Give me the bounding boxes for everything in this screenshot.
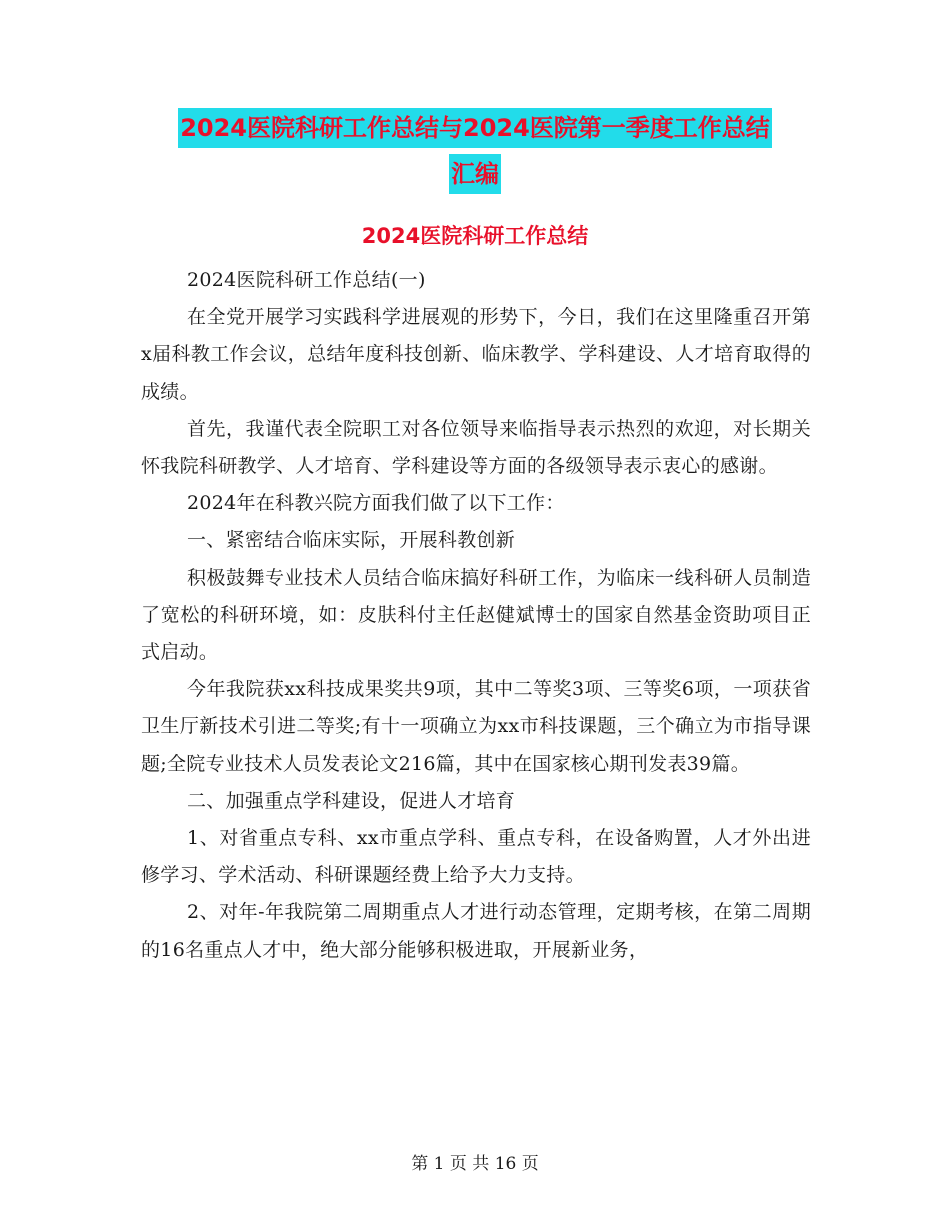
paragraph: 2024年在科教兴院方面我们做了以下工作： <box>187 492 565 515</box>
section-title: 2024医院科研工作总结 <box>361 224 589 248</box>
page-footer: 第 1 页 共 16 页 <box>411 1154 539 1174</box>
paragraph: 2、对年-年我院第二周期重点人才进行动态管理，定期考核，在第二周期的16名重点人才中，绝大部分能够积极进取，开展新业务， <box>141 901 811 961</box>
document-title <box>0 108 950 194</box>
paragraph: 首先，我谨代表全院职工对各位领导来临指导表示热烈的欢迎，对长期关怀我院科研教学、人才培育、学科建设等方面的各级领导表示衷心的感谢。 <box>141 417 811 478</box>
paragraph-heading: 一、紧密结合临床实际，开展科教创新 <box>187 529 516 552</box>
paragraph-subtitle: 2024医院科研工作总结(一) <box>187 269 426 291</box>
body-text <box>141 262 811 969</box>
title-line-2: 汇编 <box>449 154 501 194</box>
paragraph: 今年我院获xx科技成果奖共9项，其中二等奖3项、三等奖6项，一项获省卫生厅新技术引进二等奖;有十一项确立为xx市科技课题，三个确立为市指导课题;全院专业技术人员发表论文216篇，其中在国家核心期刊发表39篇。 <box>141 678 811 775</box>
paragraph: 积极鼓舞专业技术人员结合临床搞好科研工作，为临床一线科研人员制造了宽松的科研环境，如：皮肤科付主任赵健斌博士的国家自然基金资助项目正式启动。 <box>141 566 811 664</box>
paragraph-heading: 二、加强重点学科建设，促进人才培育 <box>187 789 516 812</box>
title-line-1: 2024医院科研工作总结与2024医院第一季度工作总结 <box>178 108 772 148</box>
paragraph: 1、对省重点专科、xx市重点学科、重点专科，在设备购置，人才外出进修学习、学术活动、科研课题经费上给予大力支持。 <box>141 827 811 887</box>
paragraph: 在全党开展学习实践科学进展观的形势下，今日，我们在这里隆重召开第x届科教工作会议，总结年度科技创新、临床教学、学科建设、人才培育取得的成绩。 <box>141 306 811 403</box>
